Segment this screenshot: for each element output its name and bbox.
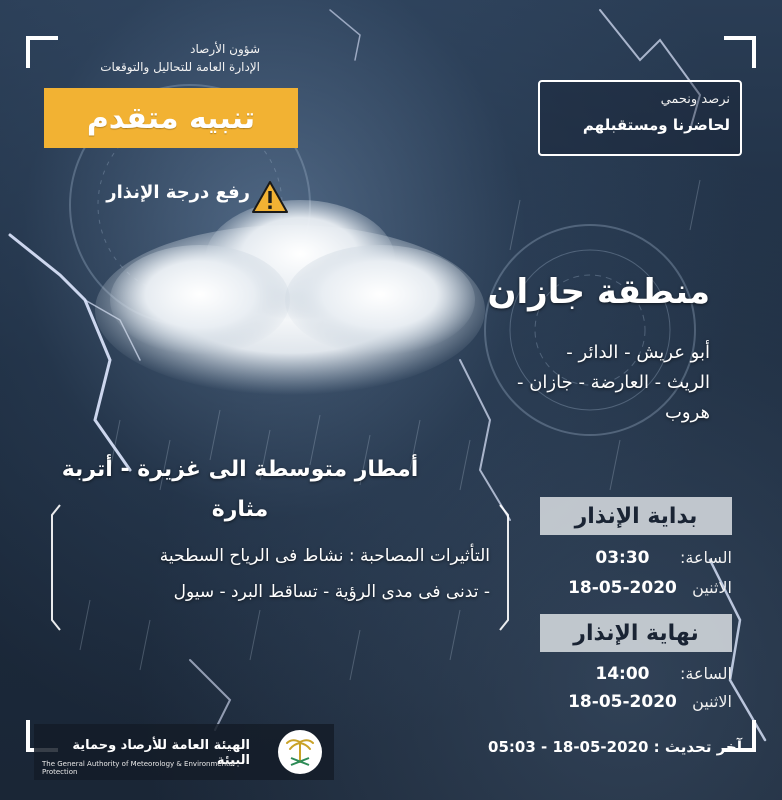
storm-cloud <box>95 200 485 395</box>
start-date-value: 2020-05-18 <box>568 578 677 598</box>
rain-line2: مثارة <box>211 497 269 522</box>
rain-line1: أمطار متوسطة الى غزيرة - أتربة <box>61 457 419 482</box>
raise-level-text: رفع درجة الإنذار <box>106 182 250 203</box>
start-time-row <box>520 548 732 568</box>
motto-line1: نرصد ونحمي <box>660 92 730 107</box>
org-line1: شؤون الأرصاد <box>190 42 260 56</box>
end-date-value: 2020-05-18 <box>568 692 677 712</box>
end-time-row <box>520 664 732 684</box>
cities-line2: الريث - العارضة - جازان - <box>517 372 710 393</box>
motto-line2: لحاضرنا ومستقبلهم <box>582 116 730 134</box>
alert-badge: تنبيه متقدم <box>44 88 298 148</box>
warning-triangle-icon <box>251 180 289 214</box>
start-time-value: 03:30 <box>595 548 650 568</box>
end-day: الاثنين <box>692 692 732 711</box>
region-cities <box>460 338 710 428</box>
cities-line3: هروب <box>664 402 710 423</box>
authority-name-en: The General Authority of Meteorology & Environmental Protection <box>42 760 235 776</box>
end-date-row <box>520 692 732 712</box>
effects-line1: التأثيرات المصاحبة : نشاط فى الرياح السطحية <box>159 546 490 566</box>
authority-name-ar: الهيئة العامة للأرصاد وحماية البيئة <box>72 738 250 768</box>
start-label: بداية الإنذار <box>540 497 732 535</box>
region-title: منطقة جازان <box>487 272 710 312</box>
effects-text <box>60 538 490 610</box>
effects-line2: - تدنى فى مدى الرؤية - تساقط البرد - سيول <box>173 582 490 602</box>
last-update <box>420 738 742 756</box>
start-time-label: الساعة: <box>680 548 732 567</box>
cities-line1: أبو عريش - الدائر - <box>566 342 710 363</box>
start-date-row <box>520 578 732 598</box>
start-day: الاثنين <box>692 578 732 597</box>
rain-forecast <box>60 450 420 530</box>
org-header <box>60 40 260 76</box>
org-line2: الإدارة العامة للتحاليل والتوقعات <box>100 60 260 74</box>
last-update-value: 2020-05-18 - 05:03 <box>488 738 649 756</box>
end-time-label: الساعة: <box>680 664 732 683</box>
end-label: نهاية الإنذار <box>540 614 732 652</box>
authority-palm-logo <box>276 728 324 776</box>
end-time-value: 14:00 <box>595 664 650 684</box>
last-update-label: آخر تحديث : <box>653 738 742 756</box>
